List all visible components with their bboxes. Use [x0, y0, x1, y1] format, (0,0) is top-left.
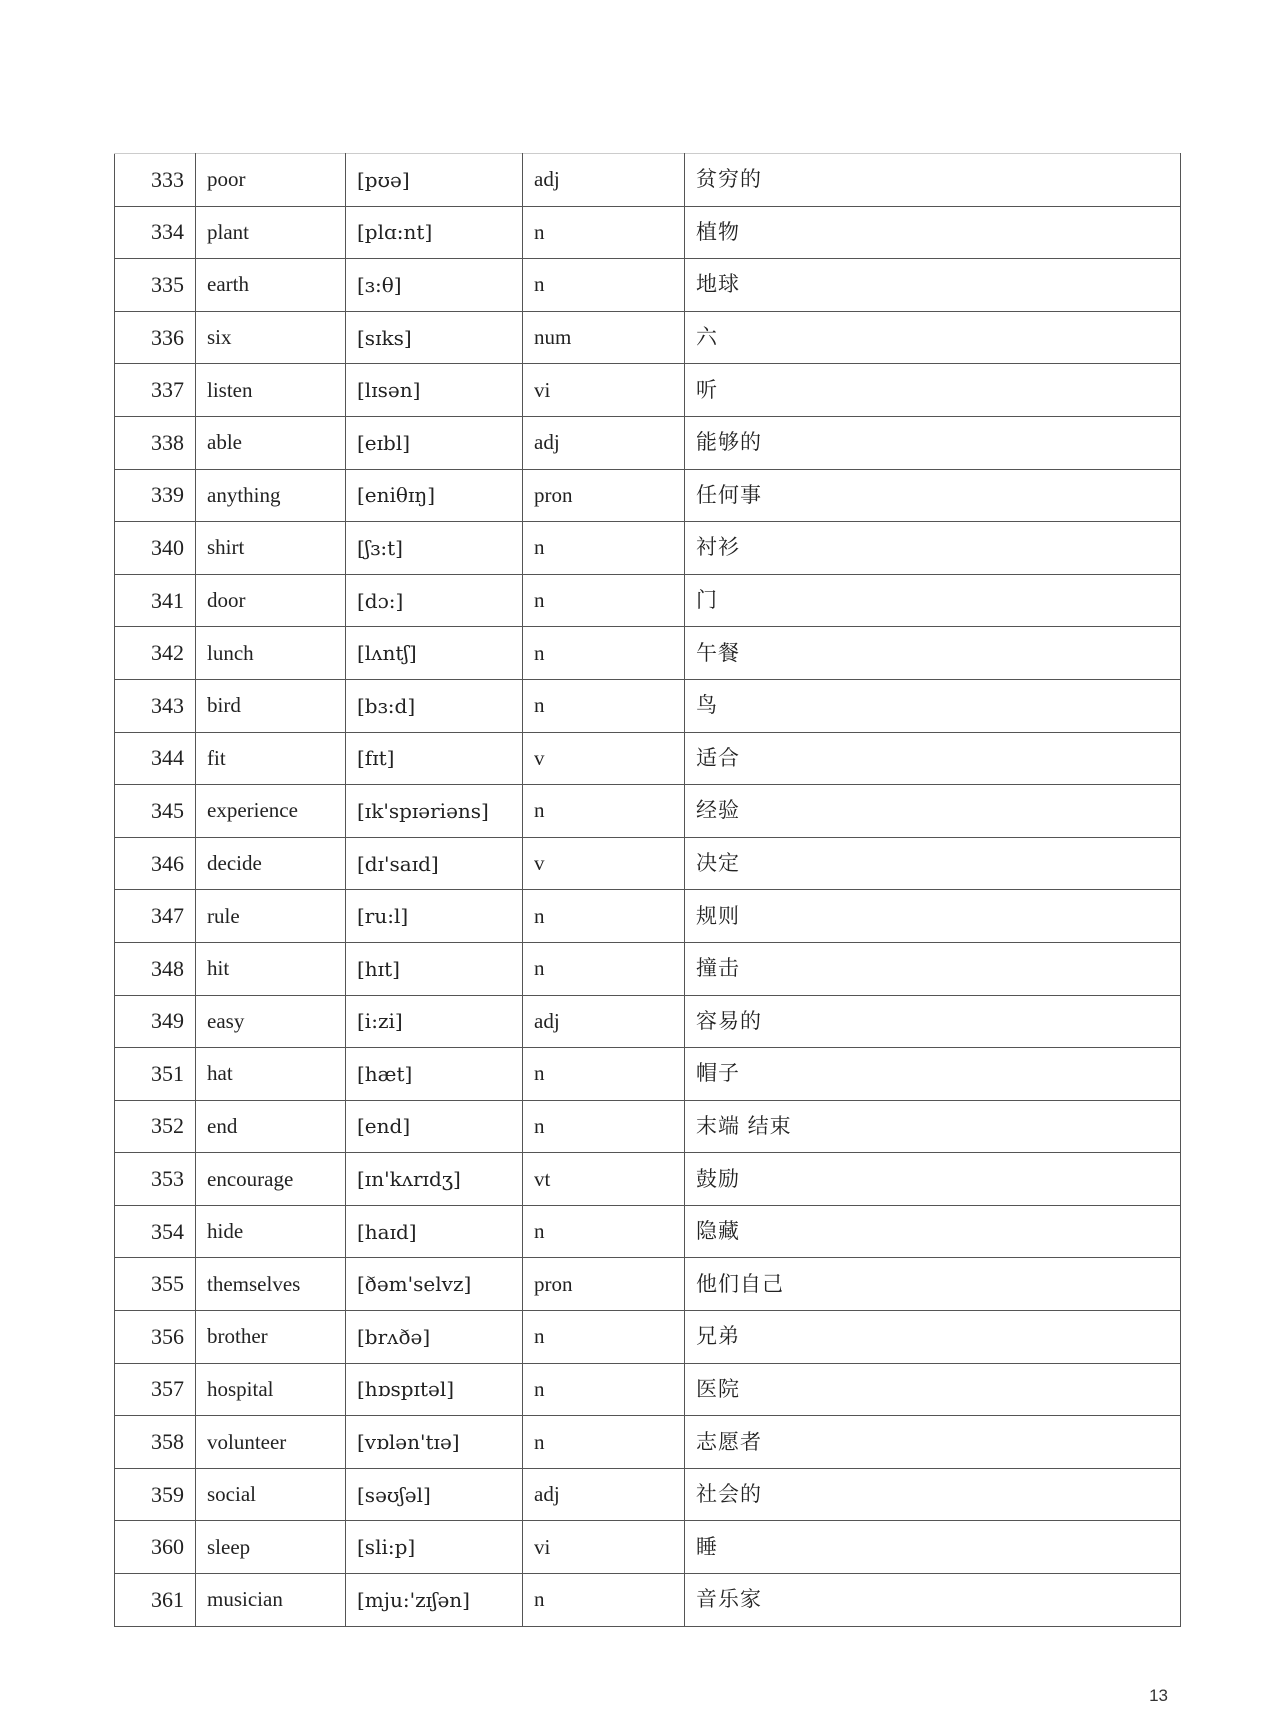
page-number: 13: [1149, 1686, 1168, 1705]
entry-number: 355: [115, 1258, 196, 1311]
entry-meaning: 衬衫: [685, 522, 1181, 575]
table-row: [115, 627, 1181, 680]
entry-word: brother: [196, 1311, 346, 1364]
entry-part-of-speech: n: [523, 1100, 685, 1153]
entry-number: 353: [115, 1153, 196, 1206]
entry-phonetic: [lɪsən]: [346, 364, 523, 417]
table-row: [115, 259, 1181, 312]
table-row: [115, 469, 1181, 522]
entry-meaning: 六: [685, 311, 1181, 364]
entry-phonetic: [plɑ:nt]: [346, 206, 523, 259]
entry-meaning: 听: [685, 364, 1181, 417]
table-row: [115, 574, 1181, 627]
entry-meaning: 地球: [685, 259, 1181, 312]
entry-number: 357: [115, 1363, 196, 1416]
table-row: [115, 1100, 1181, 1153]
entry-phonetic: [ðəm'selvz]: [346, 1258, 523, 1311]
entry-part-of-speech: n: [523, 1416, 685, 1469]
entry-number: 341: [115, 574, 196, 627]
entry-part-of-speech: v: [523, 732, 685, 785]
entry-part-of-speech: n: [523, 785, 685, 838]
entry-number: 349: [115, 995, 196, 1048]
table-row: [115, 364, 1181, 417]
entry-part-of-speech: n: [523, 679, 685, 732]
entry-phonetic: [bɜ:d]: [346, 679, 523, 732]
table-row: [115, 785, 1181, 838]
entry-phonetic: [ɜ:θ]: [346, 259, 523, 312]
entry-phonetic: [dɪ'saɪd]: [346, 837, 523, 890]
entry-number: 360: [115, 1521, 196, 1574]
entry-number: 333: [115, 154, 196, 207]
entry-part-of-speech: num: [523, 311, 685, 364]
entry-meaning: 社会的: [685, 1468, 1181, 1521]
entry-word: hospital: [196, 1363, 346, 1416]
entry-phonetic: [hæt]: [346, 1048, 523, 1101]
entry-meaning: 志愿者: [685, 1416, 1181, 1469]
entry-part-of-speech: n: [523, 890, 685, 943]
table-row: [115, 1048, 1181, 1101]
entry-phonetic: [sɪks]: [346, 311, 523, 364]
entry-word: experience: [196, 785, 346, 838]
entry-number: 345: [115, 785, 196, 838]
table-row: [115, 942, 1181, 995]
entry-number: 343: [115, 679, 196, 732]
entry-part-of-speech: n: [523, 522, 685, 575]
entry-meaning: 撞击: [685, 942, 1181, 995]
entry-word: bird: [196, 679, 346, 732]
entry-word: earth: [196, 259, 346, 312]
vocabulary-table: [114, 153, 1181, 1627]
entry-meaning: 午餐: [685, 627, 1181, 680]
entry-part-of-speech: adj: [523, 416, 685, 469]
entry-word: fit: [196, 732, 346, 785]
table-row: [115, 732, 1181, 785]
entry-phonetic: [sli:p]: [346, 1521, 523, 1574]
entry-number: 351: [115, 1048, 196, 1101]
table-row: [115, 995, 1181, 1048]
entry-part-of-speech: adj: [523, 995, 685, 1048]
entry-meaning: 植物: [685, 206, 1181, 259]
entry-number: 361: [115, 1574, 196, 1627]
entry-phonetic: [vɒlən'tɪə]: [346, 1416, 523, 1469]
table-row: [115, 206, 1181, 259]
entry-phonetic: [mju:'zɪʃən]: [346, 1574, 523, 1627]
entry-word: plant: [196, 206, 346, 259]
entry-word: door: [196, 574, 346, 627]
entry-phonetic: [dɔ:]: [346, 574, 523, 627]
entry-meaning: 末端 结束: [685, 1100, 1181, 1153]
entry-meaning: 鸟: [685, 679, 1181, 732]
entry-meaning: 帽子: [685, 1048, 1181, 1101]
entry-meaning: 能够的: [685, 416, 1181, 469]
entry-phonetic: [eniθɪŋ]: [346, 469, 523, 522]
entry-meaning: 隐藏: [685, 1205, 1181, 1258]
entry-word: six: [196, 311, 346, 364]
entry-word: musician: [196, 1574, 346, 1627]
entry-meaning: 音乐家: [685, 1574, 1181, 1627]
entry-word: hit: [196, 942, 346, 995]
entry-word: themselves: [196, 1258, 346, 1311]
table-row: [115, 1311, 1181, 1364]
entry-meaning: 睡: [685, 1521, 1181, 1574]
table-row: [115, 154, 1181, 207]
entry-word: encourage: [196, 1153, 346, 1206]
entry-word: poor: [196, 154, 346, 207]
table-row: [115, 1153, 1181, 1206]
entry-meaning: 他们自己: [685, 1258, 1181, 1311]
entry-meaning: 决定: [685, 837, 1181, 890]
entry-part-of-speech: pron: [523, 469, 685, 522]
entry-phonetic: [end]: [346, 1100, 523, 1153]
entry-word: listen: [196, 364, 346, 417]
entry-part-of-speech: n: [523, 574, 685, 627]
entry-meaning: 适合: [685, 732, 1181, 785]
entry-phonetic: [fɪt]: [346, 732, 523, 785]
table-row: [115, 522, 1181, 575]
entry-phonetic: [ʃɜ:t]: [346, 522, 523, 575]
entry-part-of-speech: n: [523, 259, 685, 312]
entry-phonetic: [ru:l]: [346, 890, 523, 943]
entry-phonetic: [ɪk'spɪəriəns]: [346, 785, 523, 838]
entry-phonetic: [lʌntʃ]: [346, 627, 523, 680]
entry-word: lunch: [196, 627, 346, 680]
entry-part-of-speech: n: [523, 1574, 685, 1627]
entry-phonetic: [eɪbl]: [346, 416, 523, 469]
entry-number: 356: [115, 1311, 196, 1364]
table-row: [115, 1258, 1181, 1311]
entry-number: 346: [115, 837, 196, 890]
entry-number: 335: [115, 259, 196, 312]
table-row: [115, 1574, 1181, 1627]
entry-number: 352: [115, 1100, 196, 1153]
entry-number: 340: [115, 522, 196, 575]
entry-phonetic: [brʌðə]: [346, 1311, 523, 1364]
entry-number: 358: [115, 1416, 196, 1469]
entry-word: decide: [196, 837, 346, 890]
table-row: [115, 837, 1181, 890]
entry-part-of-speech: n: [523, 1048, 685, 1101]
entry-number: 347: [115, 890, 196, 943]
entry-word: anything: [196, 469, 346, 522]
entry-part-of-speech: n: [523, 627, 685, 680]
entry-part-of-speech: n: [523, 1311, 685, 1364]
entry-part-of-speech: vt: [523, 1153, 685, 1206]
entry-word: easy: [196, 995, 346, 1048]
entry-meaning: 规则: [685, 890, 1181, 943]
entry-part-of-speech: n: [523, 206, 685, 259]
entry-number: 344: [115, 732, 196, 785]
entry-phonetic: [hɪt]: [346, 942, 523, 995]
entry-number: 348: [115, 942, 196, 995]
entry-number: 339: [115, 469, 196, 522]
entry-number: 334: [115, 206, 196, 259]
entry-meaning: 容易的: [685, 995, 1181, 1048]
entry-part-of-speech: pron: [523, 1258, 685, 1311]
entry-phonetic: [hɒspɪtəl]: [346, 1363, 523, 1416]
entry-word: sleep: [196, 1521, 346, 1574]
entry-number: 337: [115, 364, 196, 417]
entry-word: hat: [196, 1048, 346, 1101]
entry-meaning: 经验: [685, 785, 1181, 838]
entry-part-of-speech: n: [523, 1205, 685, 1258]
entry-phonetic: [i:zi]: [346, 995, 523, 1048]
entry-phonetic: [haɪd]: [346, 1205, 523, 1258]
table-row: [115, 890, 1181, 943]
table-row: [115, 416, 1181, 469]
entry-part-of-speech: adj: [523, 1468, 685, 1521]
entry-number: 338: [115, 416, 196, 469]
entry-number: 336: [115, 311, 196, 364]
entry-part-of-speech: v: [523, 837, 685, 890]
entry-word: social: [196, 1468, 346, 1521]
entry-part-of-speech: n: [523, 1363, 685, 1416]
entry-number: 342: [115, 627, 196, 680]
entry-meaning: 医院: [685, 1363, 1181, 1416]
entry-number: 359: [115, 1468, 196, 1521]
table-row: [115, 1416, 1181, 1469]
entry-number: 354: [115, 1205, 196, 1258]
table-row: [115, 1468, 1181, 1521]
vocabulary-table-body: [115, 154, 1181, 1627]
entry-meaning: 门: [685, 574, 1181, 627]
entry-meaning: 鼓励: [685, 1153, 1181, 1206]
entry-word: hide: [196, 1205, 346, 1258]
entry-meaning: 兄弟: [685, 1311, 1181, 1364]
table-row: [115, 1205, 1181, 1258]
entry-phonetic: [ɪn'kʌrɪdʒ]: [346, 1153, 523, 1206]
entry-meaning: 任何事: [685, 469, 1181, 522]
entry-part-of-speech: n: [523, 942, 685, 995]
entry-part-of-speech: vi: [523, 364, 685, 417]
entry-word: volunteer: [196, 1416, 346, 1469]
table-row: [115, 311, 1181, 364]
entry-phonetic: [səʊʃəl]: [346, 1468, 523, 1521]
entry-part-of-speech: adj: [523, 154, 685, 207]
entry-part-of-speech: vi: [523, 1521, 685, 1574]
table-row: [115, 679, 1181, 732]
entry-phonetic: [pʊə]: [346, 154, 523, 207]
entry-word: able: [196, 416, 346, 469]
entry-meaning: 贫穷的: [685, 154, 1181, 207]
table-row: [115, 1521, 1181, 1574]
table-row: [115, 1363, 1181, 1416]
entry-word: end: [196, 1100, 346, 1153]
entry-word: rule: [196, 890, 346, 943]
entry-word: shirt: [196, 522, 346, 575]
